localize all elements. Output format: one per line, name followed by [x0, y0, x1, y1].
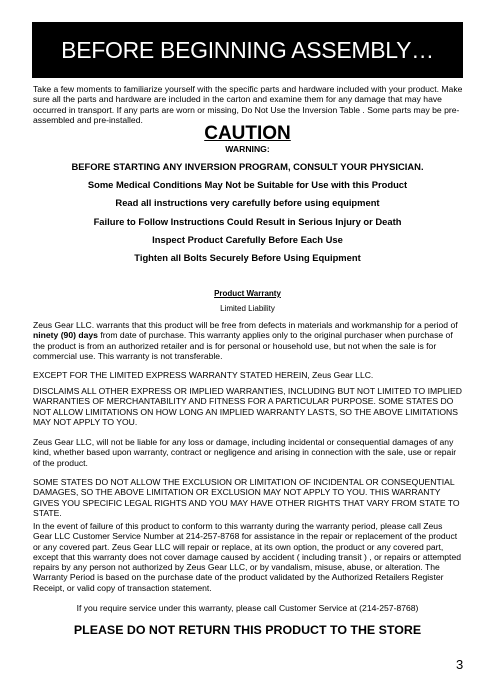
warning-item: Tighten all Bolts Securely Before Using Equipment — [134, 251, 361, 263]
intro-paragraph: Take a few moments to familiarize yourself with the specific parts and hardware included with your product. Make sure all the parts and hardware are included in the carton and examine them for any damage that may have occurred in transport. If any parts are worn or missing, Do Not Use the Inversion Table . Some parts may be pre-assembled and pre-installed. — [33, 84, 463, 125]
warranty-paragraph-exclusion: SOME STATES DO NOT ALLOW THE EXCLUSION OR LIMITATION OF INCIDENTAL OR CONSEQUENTIAL DAMAGES, SO THE ABOVE LIMITATION OR EXCLUSION MAY NOT APPLY TO YOU. THIS WARRANTY GIVES YOU SPECIFIC LEGAL RIGHTS AND YOU MAY HAVE OTHER RIGHTS THAT VARY FROM STATE TO STATE. — [33, 477, 460, 518]
warning-item: BEFORE STARTING ANY INVERSION PROGRAM, CONSULT YOUR PHYSICIAN. — [71, 161, 424, 172]
warranty-subtitle: Limited Liability — [220, 304, 275, 313]
warning-item: Inspect Product Carefully Before Each Use — [152, 233, 343, 245]
warning-item: Some Medical Conditions May Not be Suitable for Use with this Product — [87, 179, 408, 191]
warning-label: WARNING: — [225, 144, 270, 154]
page-number: 3 — [456, 657, 464, 672]
warranty-period: ninety (90) days — [33, 330, 98, 341]
header-banner — [32, 22, 463, 78]
warranty-text: Zeus Gear LLC. warrants that this product will be free from defects in materials and workmanship for a period of — [33, 320, 458, 330]
warranty-paragraph-disclaim: DISCLAIMS ALL OTHER EXPRESS OR IMPLIED WARRANTIES, INCLUDING BUT NOT LIMITED TO IMPLIED WARRANTIES OF MERCHANTABILITY AND FITNESS FOR A PARTICULAR PURPOSE. SOME STATES DO NOT ALLOW LIMITATIONS ON HOW LONG AN IMPLIED WARRANTY LASTS, SO THE ABOVE LIMITATIONS MAY NOT APPLY TO YOU. — [33, 386, 462, 427]
warning-list — [0, 160, 495, 269]
warranty-paragraph-term — [33, 320, 463, 361]
warranty-title: Product Warranty — [214, 289, 281, 298]
warranty-text: from date of purchase. This warranty applies only to the original purchaser when purchase of the product is from an authorized retailer and is for personal or household use, but not when the sale is for commercial use. This warranty is not transferable. — [33, 330, 453, 361]
return-notice: PLEASE DO NOT RETURN THIS PRODUCT TO THE STORE — [73, 623, 422, 637]
warning-item: Failure to Follow Instructions Could Result in Serious Injury or Death — [93, 215, 402, 227]
service-contact: If you require service under this warranty, please call Customer Service at (214-257-8768) — [76, 603, 419, 613]
warranty-paragraph-except: EXCEPT FOR THE LIMITED EXPRESS WARRANTY STATED HEREIN, Zeus Gear LLC. — [33, 370, 374, 380]
page-title: BEFORE BEGINNING ASSEMBLY… — [61, 36, 434, 63]
warranty-paragraph-liability: Zeus Gear LLC, will not be liable for any loss or damage, including incidental or consequential damages of any kind, whether based upon warranty, contract or negligence and arising in connection with the sale, use or repair of the product. — [33, 437, 457, 468]
warning-item: Read all instructions very carefully before using equipment — [115, 197, 380, 209]
warranty-paragraph-failure: In the event of failure of this product to conform to this warranty during the warranty period, please call Zeus Gear LLC Customer Service Number at 214-257-8768 for assistance in the repair or replacement of the product or any covered part. Zeus Gear LLC will repair or replace, at its own option, the product or any covered part, except that this warranty does not cover damage caused by accident ( including transit ) , or repairs or attempted repairs by any person not authorized by Zeus Gear LLC, or by vandalism, misuse, abuse, or alteration. The Warranty Period is based on the purchase date of the product validated by the Authorized Retailers Register Receipt, or valid copy of transaction statement. — [33, 521, 461, 593]
caution-heading: CAUTION — [204, 123, 291, 144]
